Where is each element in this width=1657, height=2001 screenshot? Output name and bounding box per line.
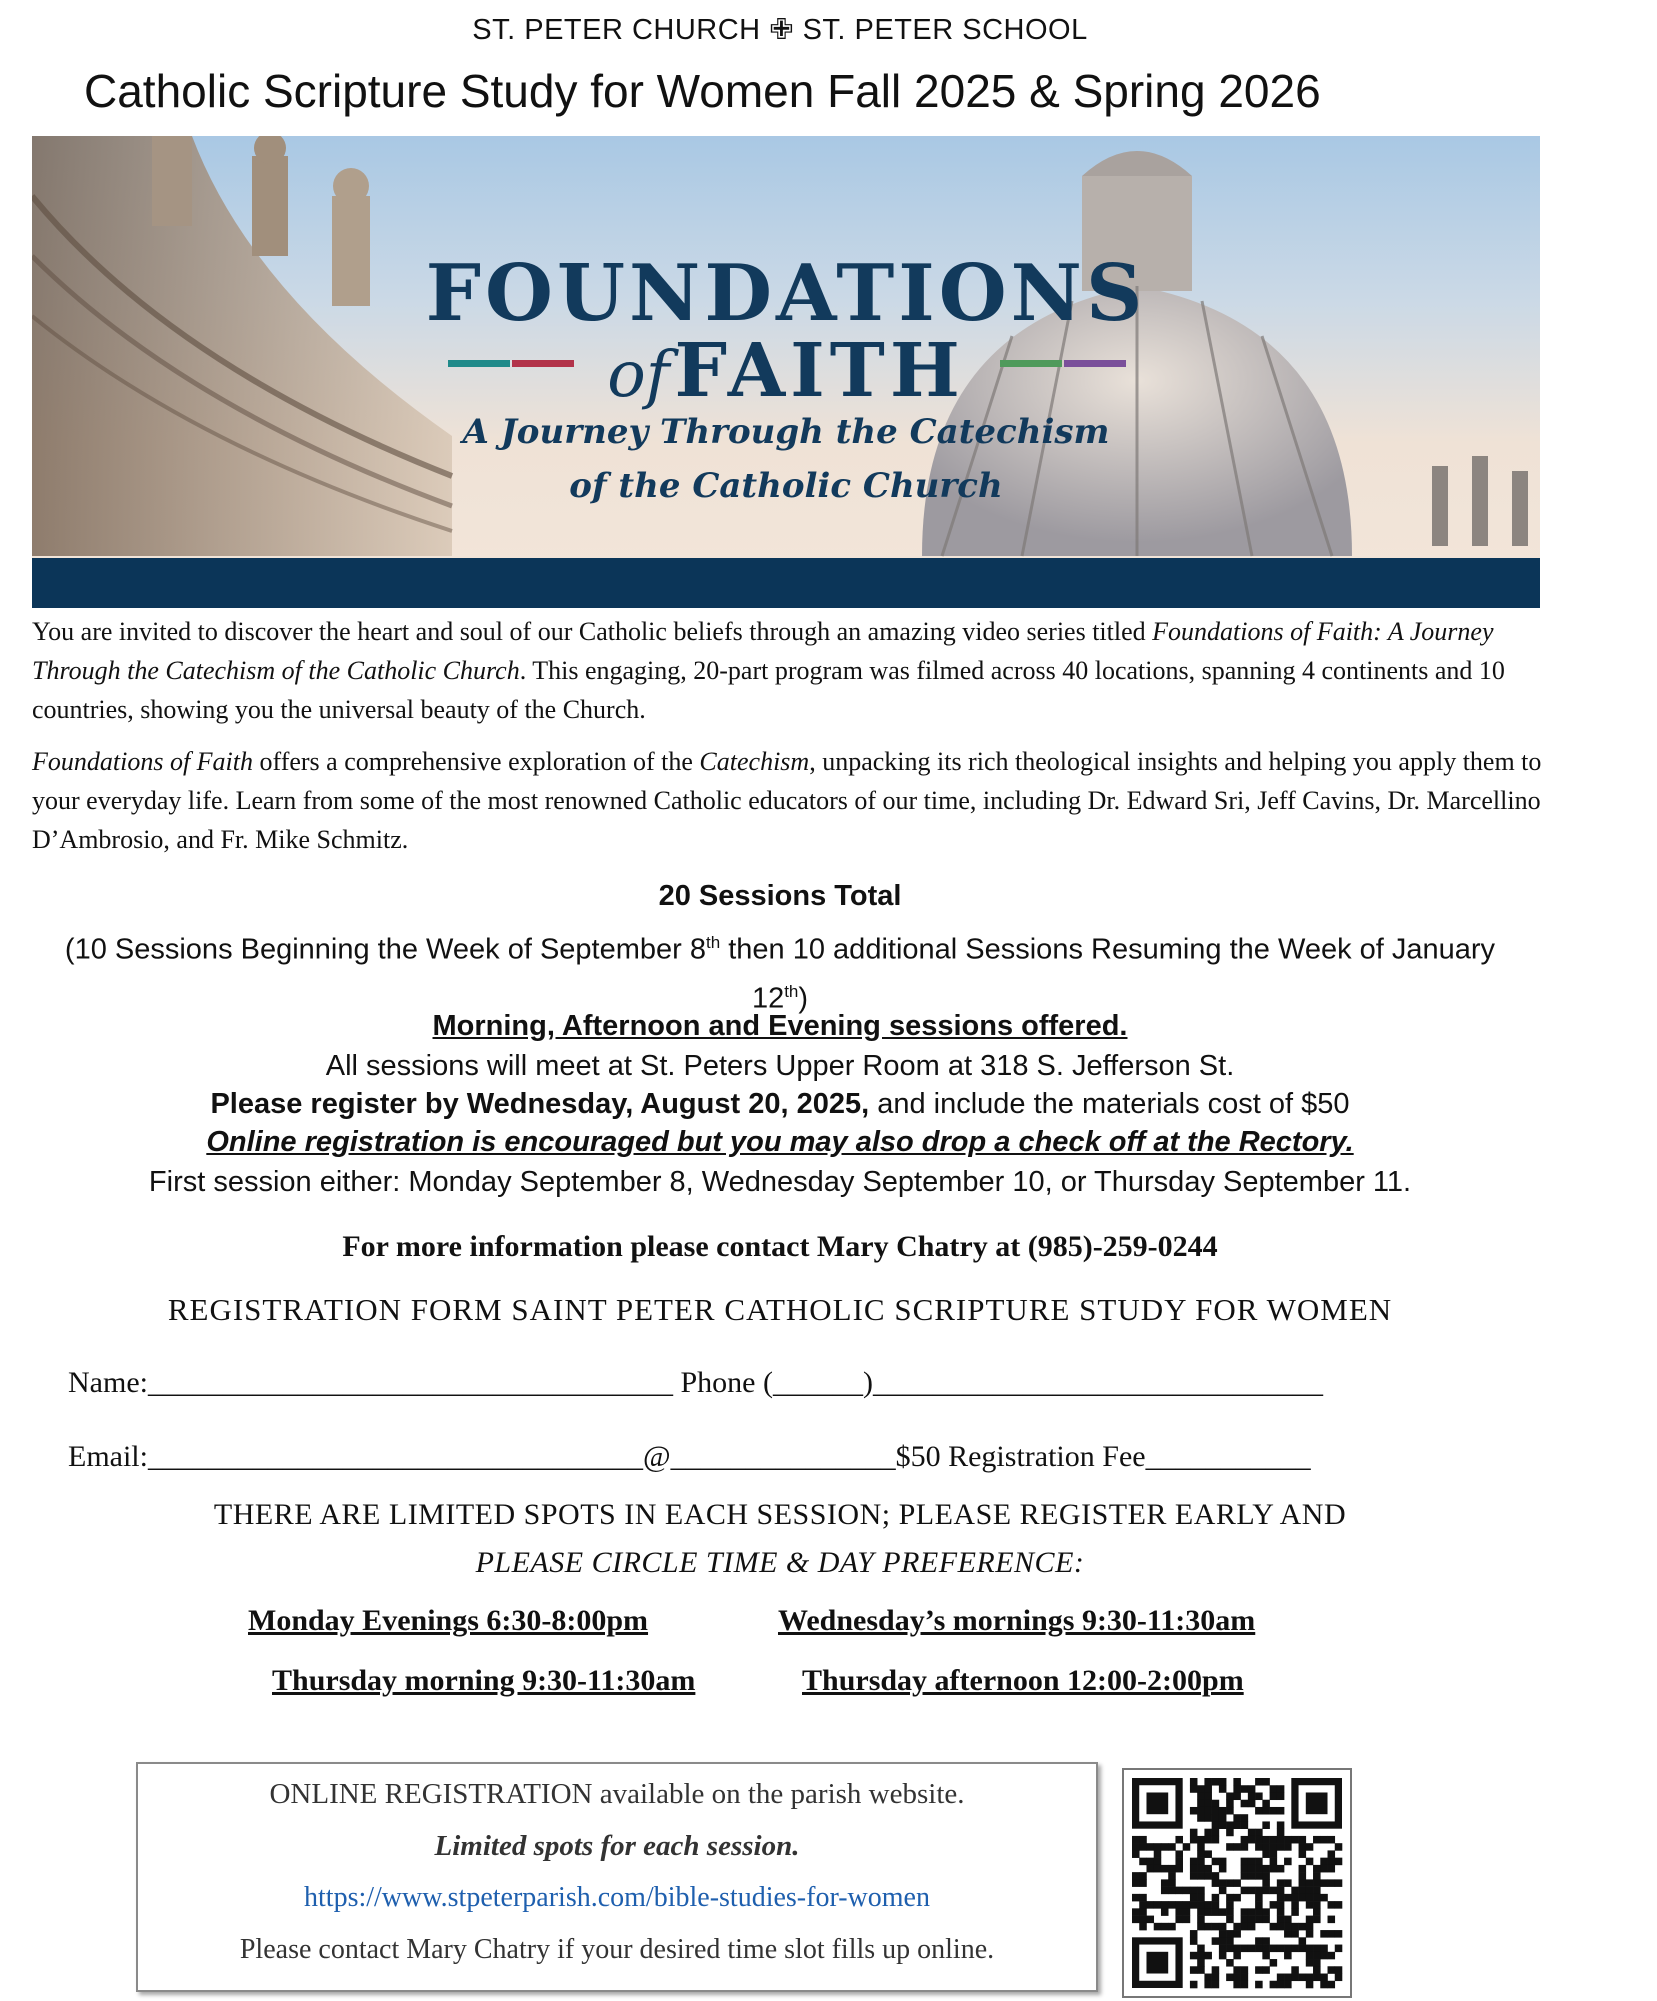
deadline-text: Please register by Wednesday, August 20, 2025, xyxy=(210,1088,870,1120)
intro-paragraph-2 xyxy=(32,742,1542,859)
intro-text: . This engaging, 20-part program was filmed across 40 locations, spanning 4 continents and 10 countries, showing you the universal beauty of the Church. xyxy=(32,656,1505,724)
first-session: First session either: Monday September 8, Wednesday September 10, or Thursday September 11. xyxy=(148,1166,1412,1198)
detail-text: (10 Sessions Beginning the Week of September 8 xyxy=(64,933,706,966)
series-title: Foundations of Faith: A Journey Through the Catechism of the Catholic Church xyxy=(32,617,1494,685)
register-deadline xyxy=(0,1088,1560,1121)
page-title: Catholic Scripture Study for Women Fall 2025 & Spring 2026 xyxy=(84,65,1321,117)
banner-faith: FAITH xyxy=(674,328,965,414)
org-header xyxy=(0,12,1560,47)
banner-subtitle-line1: A Journey Through the Catechism xyxy=(462,412,1110,452)
slot-wednesday-morning[interactable]: Wednesday’s mornings 9:30-11:30am xyxy=(778,1604,1256,1637)
ordinal-suffix: th xyxy=(706,933,721,952)
org-left: ST. PETER CHURCH xyxy=(472,14,761,46)
limited-spots-note: THERE ARE LIMITED SPOTS IN EACH SESSION; PLEASE REGISTER EARLY AND xyxy=(213,1498,1347,1531)
sessions-offered: Morning, Afternoon and Evening sessions offered. xyxy=(432,1010,1128,1042)
series-title: Foundations of Faith xyxy=(32,747,253,776)
online-note: Online registration is encouraged but you may also drop a check off at the Rectory. xyxy=(206,1126,1354,1158)
sessions-detail xyxy=(60,922,1500,1019)
online-registration-line: ONLINE REGISTRATION available on the parish website. xyxy=(269,1778,965,1810)
form-title: REGISTRATION FORM SAINT PETER CATHOLIC SCRIPTURE STUDY FOR WOMEN xyxy=(167,1292,1393,1327)
limited-spots-line: Limited spots for each session. xyxy=(434,1830,800,1862)
contact-note: Please contact Mary Chatry if your desired time slot fills up online. xyxy=(239,1934,995,1965)
registration-link[interactable]: https://www.stpeterparish.com/bible-studies-for-women xyxy=(304,1882,930,1913)
org-right: ST. PETER SCHOOL xyxy=(802,14,1088,46)
intro-paragraph-1 xyxy=(32,612,1542,729)
detail-text: then 10 additional Sessions Resuming the Week of January 12 xyxy=(720,933,1496,1015)
ordinal-suffix: th xyxy=(784,981,799,1001)
online-registration-box xyxy=(136,1762,1098,1992)
banner-of: of xyxy=(607,338,670,412)
qr-code[interactable] xyxy=(1122,1768,1352,1998)
catechism-word: Catechism xyxy=(699,747,810,776)
qr-code-icon xyxy=(1124,1770,1350,1996)
cross-icon: ✙ xyxy=(769,14,794,46)
contact-info: For more information please contact Mary Chatry at (985)-259-0244 xyxy=(342,1230,1218,1263)
location: All sessions will meet at St. Peters Upper Room at 318 S. Jefferson St. xyxy=(325,1050,1235,1082)
banner-subtitle-line2: of the Catholic Church xyxy=(569,466,1003,506)
intro-text: , unpacking its rich theological insights and helping you apply them to your everyday life. Learn from some of the most renowned Catholic educators of our time, including Dr. Edward Sri, Jeff Cavins, Dr. Marcellino D’Ambrosio, and Fr. Mike Schmitz. xyxy=(32,747,1542,854)
detail-text: ) xyxy=(798,982,809,1015)
banner-title: FOUNDATIONS xyxy=(425,248,1147,339)
intro-text: You are invited to discover the heart and soul of our Catholic beliefs through an amazing video series titled xyxy=(32,617,1153,646)
banner-footer-bar xyxy=(32,558,1540,608)
banner-of-faith xyxy=(32,328,1540,414)
cost-text: and include the materials cost of $50 xyxy=(869,1088,1350,1120)
slot-thursday-morning[interactable]: Thursday morning 9:30-11:30am xyxy=(272,1664,696,1697)
intro-text: offers a comprehensive exploration of the xyxy=(253,747,700,776)
name-phone-field[interactable]: Name:___________________________________ Phone (______)______________________________ xyxy=(68,1366,1323,1399)
slot-monday-evening[interactable]: Monday Evenings 6:30-8:00pm xyxy=(248,1604,649,1637)
circle-preference-note: PLEASE CIRCLE TIME & DAY PREFERENCE: xyxy=(475,1546,1085,1579)
email-fee-field[interactable]: Email:_________________________________@_______________$50 Registration Fee___________ xyxy=(68,1440,1311,1473)
banner-image xyxy=(32,136,1540,608)
sessions-total: 20 Sessions Total xyxy=(658,880,902,912)
slot-thursday-afternoon[interactable]: Thursday afternoon 12:00-2:00pm xyxy=(802,1664,1244,1697)
